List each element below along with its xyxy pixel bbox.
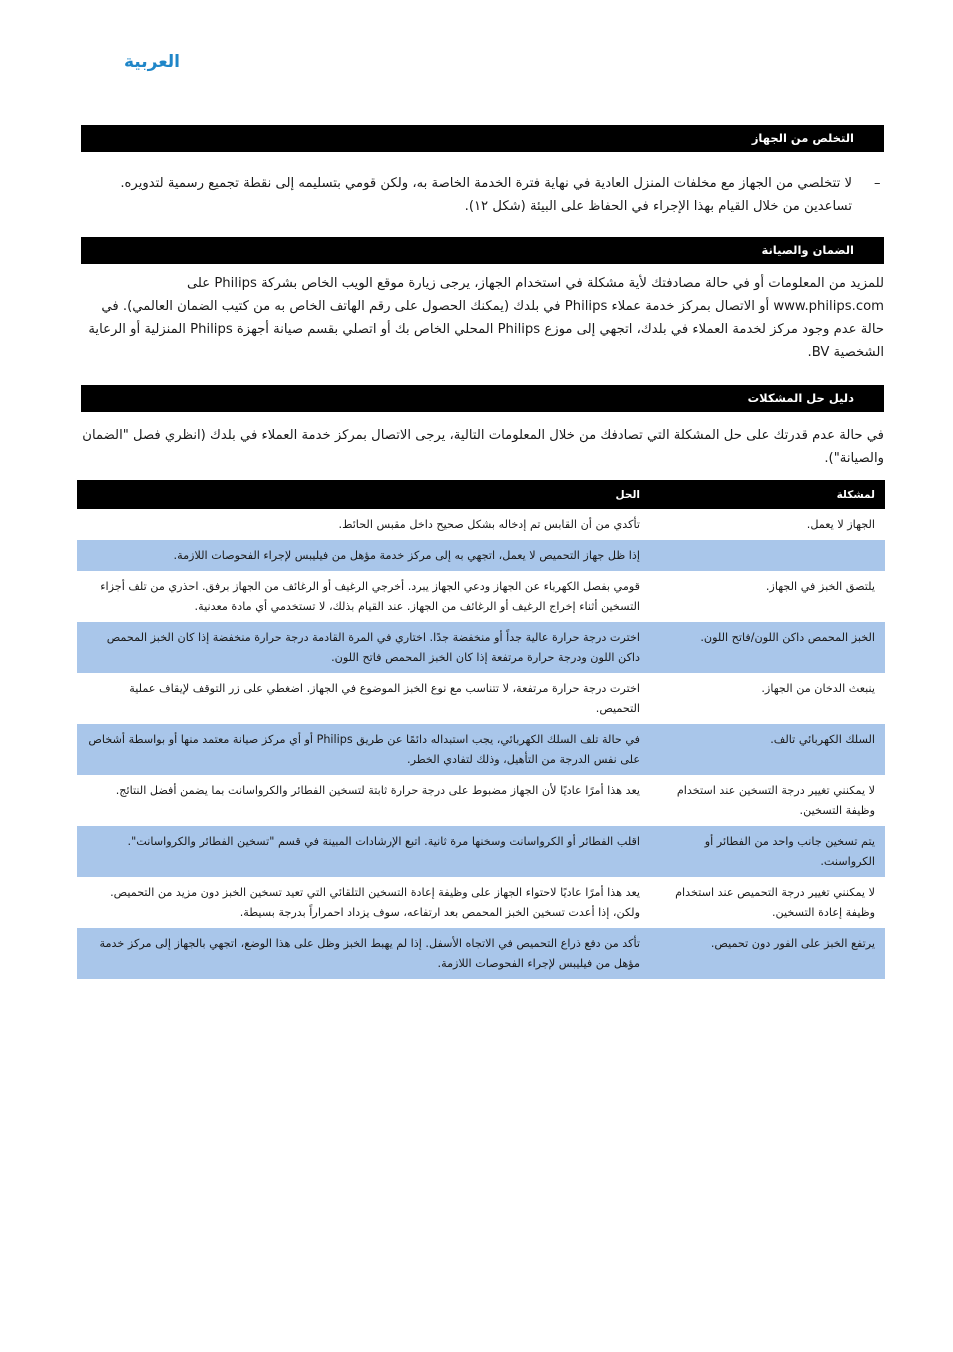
- list-dash: –: [874, 176, 881, 191]
- problem-cell: السلك الكهربائي تالف.: [650, 724, 885, 775]
- problem-cell: يتم تسخين جانب واحد من الفطائر أو الكرواسنت.: [650, 826, 885, 877]
- solution-cell: تأكدي من أن القابس تم إدخاله بشكل صحيح داخل مقبس الحائط.: [338, 518, 640, 531]
- table-header-row: [77, 480, 885, 509]
- problem-cell: [650, 540, 885, 571]
- disposal-text: لا تتخلصي من الجهاز مع مخلفات المنزل العادية في نهاية فترة الخدمة الخاصة به، ولكن قومي بتسليمه إلى نقطة تجميع رسمية لتدويره. تساعدين من خلال القيام بهذا الإجراء في الحفاظ على البيئة (شكل ١٢).: [120, 176, 852, 214]
- table-row: [77, 622, 885, 673]
- solution-cell: اقلب الفطائر أو الكرواسانت وسخنها مرة ثانية. اتبع الإرشادات المبينة في قسم "تسخين الفطائر والكرواسانت".: [77, 826, 650, 877]
- solution-cell: تأكد من دفع ذراع التحميص في الاتجاه الأسفل. إذا لم يهبط الخبز وظل على هذا الوضع، اتجهي بالجهاز إلى مركز خدمة مؤهل من فيليبس لإجراء الفحوصات اللازمة.: [77, 928, 650, 979]
- table-row: [77, 509, 885, 540]
- problem-cell: يرتفع الخبز على الفور دون تحميص.: [650, 928, 885, 979]
- table-row: [77, 540, 885, 571]
- section-title-disposal: التخلص من الجهاز: [751, 131, 854, 145]
- table-row: [77, 724, 885, 775]
- solution-cell: اخترت درجة حرارة مرتفعة، لا تتناسب مع نوع الخبز الموضوع في الجهاز. اضغطي على زر التوقف لإيقاف عملية التحميص.: [129, 682, 640, 715]
- solution-cell: يعد هذا أمرًا عاديًا لأن الجهاز مضبوط على درجة حرارة ثابتة لتسخين الفطائر والكرواسانت بما يضمن أفضل النتائج.: [115, 784, 640, 797]
- problem-cell: ينبعث الدخان من الجهاز.: [761, 682, 875, 695]
- language-title: العربية: [124, 52, 181, 72]
- section-header-disposal: [81, 125, 884, 152]
- problem-cell: لا يمكنني تغيير درجة التسخين عند استخدام وظيفة التسخين.: [676, 784, 875, 817]
- troubleshooting-table: [77, 480, 885, 979]
- solution-cell: إذا ظل جهاز التحميص لا يعمل، اتجهي به إلى مركز خدمة مؤهل من فيليبس لإجراء الفحوصات اللازمة.: [77, 540, 650, 571]
- solution-cell: قومي بفصل الكهرباء عن الجهاز ودعي الجهاز يبرد. أخرجي الرغيف أو الرغائف من الجهاز برفق. احذري من تلف أجزاء التسخين أثناء إخراج الرغيف أو الرغائف من الجهاز. عند القيام بذلك، لا تستخدمي أي مادة معدنية.: [100, 580, 640, 613]
- section-header-guarantee: [81, 237, 884, 264]
- solution-cell: اخترت درجة حرارة عالية جداً أو منخفضة جدًا. اختاري في المرة القادمة درجة حرارة منخفضة إذا كان الخبز المحمص داكن اللون ودرجة حرارة مرتفعة إذا كان الخبز المحمص فاتح اللون.: [77, 622, 650, 673]
- problem-cell: الجهاز لا يعمل.: [806, 518, 875, 531]
- section-title-troubleshooting: دليل حل المشكلات: [747, 391, 854, 405]
- section-header-troubleshooting: [81, 385, 884, 412]
- guarantee-text: للمزيد من المعلومات أو في حالة مصادفتك لأية مشكلة في استخدام الجهاز، يرجى زيارة موقع الويب الخاص بشركة Philips على www.philips.com أو الاتصال بمركز خدمة عملاء Philips في بلدك (يمكنك الحصول على رقم الهاتف الخاص به من كتيب الضمان العالمي). في حالة عدم وجود مركز لخدمة العملاء في بلدك، اتجهي إلى موزع Philips المحلي الخاص بك أو اتصلي بقسم صيانة أجهزة Philips المنزلية أو الرعاية الشخصية BV.: [88, 276, 884, 360]
- header-problem: لمشكلة: [650, 480, 885, 509]
- header-solution: الحل: [77, 480, 650, 509]
- solution-cell: في حالة تلف السلك الكهربائي، يجب استبداله دائمًا عن طريق Philips أو أي مركز صيانة معتمد منها أو بواسطة أشخاص على نفس الدرجة من التأهيل، وذلك لتفادي الخطر.: [77, 724, 650, 775]
- solution-cell: يعد هذا أمرًا عاديًا لاحتواء الجهاز على وظيفة إعادة التسخين التلقائي التي تعيد تسخين الخبز دون مزيد من التحميص. ولكن، إذا أعدت تسخين الخبز المحمص بعد ارتفاعه، سوف يزداد احمراراً بدرجة بسيطة.: [110, 886, 640, 919]
- table-row: [77, 928, 885, 979]
- table-row: [77, 571, 885, 622]
- table-row: [77, 775, 885, 826]
- table-row: [77, 877, 885, 928]
- table-row: [77, 673, 885, 724]
- section-title-guarantee: الضمان والصيانة: [761, 243, 854, 257]
- problem-cell: يلتصق الخبز في الجهاز.: [765, 580, 875, 593]
- problem-cell: الخبز المحمص داكن اللون/فاتح اللون.: [650, 622, 885, 673]
- troubleshooting-intro: في حالة عدم قدرتك على حل المشكلة التي تصادفك من خلال المعلومات التالية، يرجى الاتصال بمركز خدمة العملاء في بلدك (انظري فصل "الضمان والصيانة").: [82, 428, 884, 466]
- problem-cell: لا يمكنني تغيير درجة التحميص عند استخدام وظيفة إعادة التسخين.: [675, 886, 875, 919]
- table-row: [77, 826, 885, 877]
